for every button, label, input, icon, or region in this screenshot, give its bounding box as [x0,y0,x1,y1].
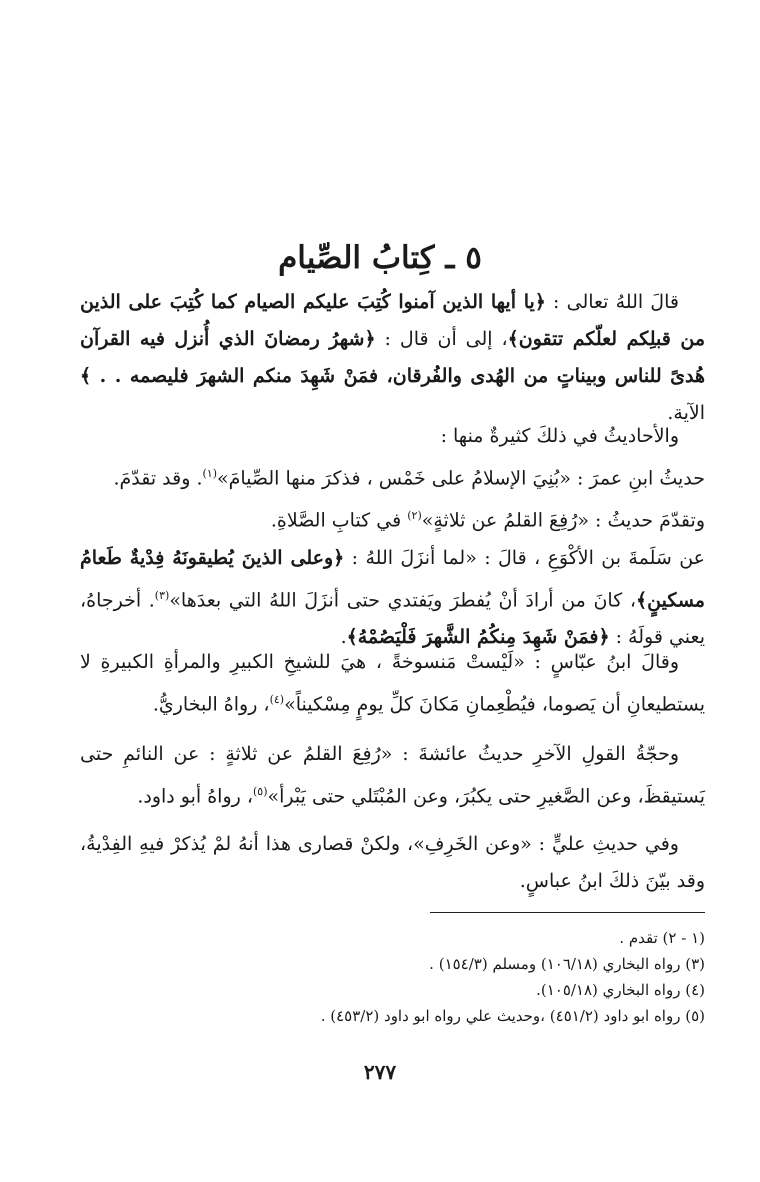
quran-verse-fasting: ﴿يا أيها الذين آمنوا كُتِبَ عليكم الصيام كما كُتِبَ على الذين من قبلِكم لعلّكم تتقون﴾ [80,291,705,350]
quote-text: وقالَ ابنُ عبّاسٍ : «لَيْستْ مَنسوخةً ، هيَ للشيخِ الكبيرِ والمرأةِ الكبيرةِ لا يستطيعانِ أن يَصوما، فيُطْعِمانِ مَكانَ كلِّ يومٍ مِسْكيناً» [80,651,705,716]
quran-verse-witness: ﴿فمَنْ شَهِدَ مِنكُمُ الشَّهرَ فَلْيَصُمْهُ﴾ [346,625,610,648]
hadith-text: ، كانَ من أرادَ أنْ يُفطرَ ويَفتدي حتى أنزَلَ اللهُ التي بعدَها» [169,588,637,611]
attribution: ، رواهُ أبو داود. [137,785,253,808]
quran-verse-ramadan: ﴿شهرُ رمضانَ الذي أُنزل فيه القرآن هُدىً للناس وبيناتٍ من الهُدى والفُرقان، فمَنْ شَهِدَ منكم الشهرَ فليصمه . . ﴾ [80,328,705,387]
hadith-intro: والأحاديثُ في ذلكَ كثيرةٌ منها : [440,425,679,447]
footnote: (٣) رواه البخاري (١٠٦/١٨) ومسلم (١٥٤/٣) . [429,955,705,973]
hadith-text: وتقدّمَ حديثُ : «رُفِعَ القلمُ عن ثلاثةٍ» [421,509,705,532]
hadith-ibn-umar [80,455,705,497]
hadith-raised-pen [80,497,705,539]
quote-text: وحجّةُ القولِ الآخرِ حديثُ عائشةَ : «رُفِعَ القلمُ عن ثلاثةٍ : عن النائمِ حتى يَستيقظَ، وعن الصَّغيرِ حتى يكبُرَ، وعن المُبْتَلي حتى يَبْرأ» [80,743,705,808]
hadith-note: . وقد تقدّمَ. [113,467,203,490]
footnote-ref[interactable]: (٤) [269,693,285,706]
footnote-ref[interactable]: (١) [202,467,217,480]
quran-citation-paragraph [80,284,705,432]
verse-end-text: الآية. [667,402,705,424]
chapter-title: ٥ ـ كِتابُ الصِّيام [278,240,482,276]
ali-paragraph [80,826,705,900]
hadith-text: حديثُ ابنِ عمرَ : «بُنِيَ الإسلامُ على خَمْس ، فذكرَ منها الصِّيامَ» [217,467,705,490]
hadith-section [80,418,705,656]
hadith-note: في كتابِ الصَّلاةِ. [270,509,408,532]
hadith-text: عن سَلَمةَ بن الأكْوَعِ ، قالَ : «لما أنزَلَ اللهُ : [344,546,705,569]
ibn-abbas-paragraph [80,644,705,723]
footnote: (٥) رواه ابو داود (٤٥١/٢) ،وحديث علي رواه ابو داود (٤٥٣/٢) . [320,1007,705,1025]
aisha-paragraph [80,736,705,815]
hadith-note: . أخرجاهُ، يعني قولَهُ : [80,588,705,648]
attribution: ، رواهُ البخاريُّ. [152,693,270,716]
hadith-salama [80,540,705,656]
paragraph-text: وفي حديثِ عليٍّ : «وعن الخَرِفِ»، ولكنْ قصارى هذا أنهُ لمْ يُذكرْ فيهِ الفِدْيةُ، وقد بيّنَ ذلكَ ابنُ عباسٍ. [80,833,705,892]
paragraph-text [80,644,705,723]
paragraph-text [80,736,705,815]
intro-text: قالَ اللهُ تعالى : [545,291,679,313]
page-number: ٢٧٧ [363,1060,397,1084]
footnote-ref[interactable]: (٢) [407,509,422,523]
footnotes [80,925,705,1029]
footnote: (١ - ٢) تقدم . [619,929,705,947]
opening-paragraph [80,284,705,432]
connector-text: ، إلى أن قال : [375,328,508,350]
quran-verse-fidya: ﴿وعلى الذينَ يُطيقونَهُ فِدْيةٌ طَعامُ مسكينٍ﴾ [80,546,705,611]
footnote-divider [430,912,705,913]
footnote-ref[interactable]: (٥) [252,785,268,798]
punctuation: . [340,625,347,648]
footnote: (٤) رواه البخاري (١٠٥/١٨). [536,981,705,999]
footnote-ref[interactable]: (٣) [154,588,170,602]
